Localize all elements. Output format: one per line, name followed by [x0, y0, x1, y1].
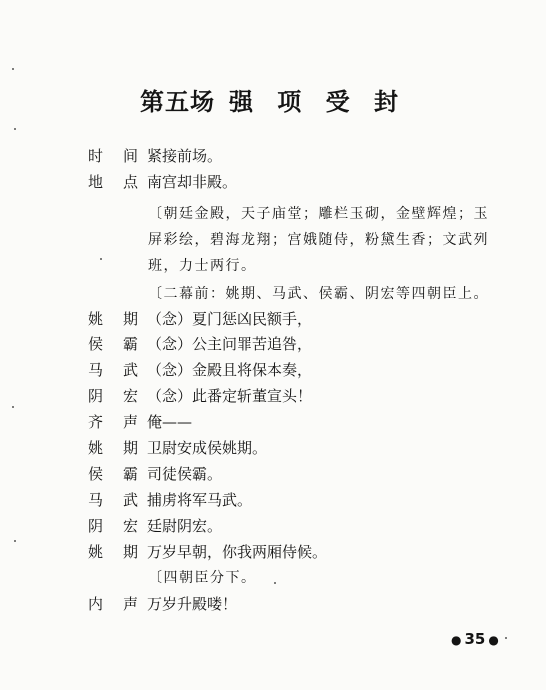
speaker-char: 武 [122, 361, 138, 379]
speaker-name [88, 410, 138, 434]
speaker-name [88, 436, 138, 460]
speaker-name [88, 307, 138, 331]
scan-speck [12, 68, 14, 70]
speaker-char: 武 [122, 491, 138, 509]
speaker-name [88, 540, 138, 564]
stage-direction-text: 班，力士两行。 [148, 258, 257, 274]
dialogue-text: 万岁早朝，你我两厢侍候。 [147, 543, 328, 561]
dialogue-text: 廷尉阴宏。 [147, 517, 223, 535]
stage-direction-text: 〔朝廷金殿，天子庙堂；雕栏玉砌，金壁辉煌；玉 [148, 206, 489, 222]
page-number-dot-left: ● [451, 633, 462, 647]
speaker-char: 齐 [88, 413, 104, 431]
speaker-char: 宏 [122, 517, 138, 535]
speaker-char: 期 [122, 543, 138, 561]
stage-direction-text: 〔四朝臣分下。 [148, 570, 257, 586]
scan-speck [12, 406, 14, 408]
speaker-char: 期 [122, 310, 138, 328]
speaker-char: 阴 [88, 387, 104, 405]
dialogue-text: 俺—— [147, 413, 193, 431]
speaker-char: 声 [122, 595, 138, 613]
scan-speck [100, 258, 102, 260]
dialogue-text: 紧接前场。 [147, 147, 223, 165]
speaker-name [88, 488, 138, 512]
dialogue-text: 万岁升殿喽！ [147, 595, 238, 613]
dialogue-text: （念）金殿且将保本奏， [147, 361, 313, 379]
speaker-char: 侯 [88, 465, 104, 483]
speaker-char: 宏 [122, 387, 138, 405]
speaker-char: 姚 [88, 543, 104, 561]
dialogue-text: （念）此番定斩董宣头！ [147, 387, 313, 405]
speaker-char: 马 [88, 491, 104, 509]
speaker-name [88, 592, 138, 616]
page-number [448, 630, 502, 648]
speaker-name [88, 332, 138, 356]
stage-direction-text: 屏彩绘，碧海龙翔；宫娥随侍，粉黛生香；文武列 [148, 232, 489, 248]
speaker-char: 点 [122, 173, 138, 191]
dialogue-text: 捕虏将军马武。 [147, 491, 253, 509]
speaker-char: 姚 [88, 439, 104, 457]
stage-direction-text: 〔二幕前：姚期、马武、侯霸、阴宏等四朝臣上。 [148, 286, 489, 302]
speaker-char: 姚 [88, 310, 104, 328]
dialogue-text: 南宫却非殿。 [147, 173, 238, 191]
speaker-name [88, 462, 138, 486]
dialogue-text: （念）公主问罪苦追咎， [147, 335, 313, 353]
speaker-char: 侯 [88, 335, 104, 353]
speaker-char: 时 [88, 147, 104, 165]
scan-speck [274, 582, 276, 584]
speaker-name [88, 514, 138, 538]
speaker-char: 阴 [88, 517, 104, 535]
scene-number: 第五场 [139, 88, 215, 116]
speaker-char: 间 [122, 147, 138, 165]
speaker-name [88, 384, 138, 408]
speaker-name [88, 170, 138, 194]
speaker-char: 内 [88, 595, 104, 613]
scan-speck [14, 540, 16, 542]
dialogue-text: 司徒侯霸。 [147, 465, 223, 483]
scan-speck [14, 128, 16, 130]
page-number-dot-right: ● [488, 633, 499, 647]
speaker-char: 霸 [122, 335, 138, 353]
speaker-char: 霸 [122, 465, 138, 483]
speaker-char: 地 [88, 173, 104, 191]
dialogue-text: 卫尉安成侯姚期。 [147, 439, 268, 457]
speaker-name [88, 144, 138, 168]
dialogue-text: （念）夏门惩凶民额手， [147, 310, 313, 328]
speaker-char: 声 [122, 413, 138, 431]
page-number-value: 35 [464, 630, 486, 648]
speaker-name [88, 358, 138, 382]
scan-speck [505, 637, 507, 639]
speaker-char: 期 [122, 439, 138, 457]
scene-title [0, 82, 546, 117]
speaker-char: 马 [88, 361, 104, 379]
scene-name: 强 项 受 封 [228, 88, 407, 116]
